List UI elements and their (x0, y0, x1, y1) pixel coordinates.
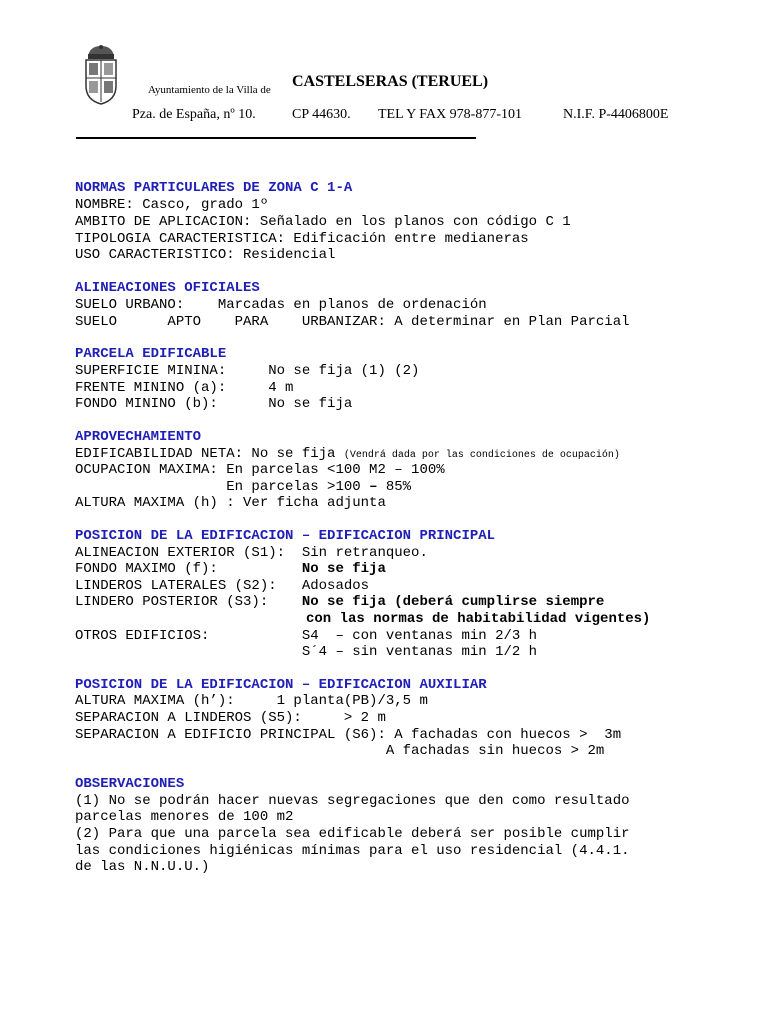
letterhead-prefix: Ayuntamiento de la Villa de (148, 84, 271, 96)
letterhead-address: Pza. de España, nº 10. (132, 107, 256, 122)
letterhead-nif: N.I.F. P-4406800E (563, 107, 669, 122)
lindero-posterior-value: No se fija (deberá cumplirse siempre (301, 594, 605, 610)
text-line: ALINEACION EXTERIOR (S1): Sin retranqueo. (75, 545, 428, 561)
fondo-maximo-label: FONDO MAXIMO (f): (75, 561, 302, 577)
fondo-maximo-value: No se fija (301, 561, 386, 577)
ocupacion-text: En parcelas >100 (75, 479, 370, 495)
letterhead-tel: TEL Y FAX 978-877-101 (378, 107, 522, 122)
edificabilidad-text: EDIFICABILIDAD NETA: No se fija (75, 446, 344, 462)
text-line: SEPARACION A EDIFICIO PRINCIPAL (S6): A fachadas con huecos > 3m (75, 727, 622, 743)
text-line: NOMBRE: Casco, grado 1º (75, 197, 269, 213)
section-heading-alineaciones: ALINEACIONES OFICIALES (75, 280, 260, 296)
edificabilidad-line (75, 446, 620, 462)
section-heading-normas: NORMAS PARTICULARES DE ZONA C 1-A (75, 180, 353, 196)
text-line: SUELO APTO PARA URBANIZAR: A determinar en Plan Parcial (75, 314, 630, 330)
section-heading-principal: POSICION DE LA EDIFICACION – EDIFICACION PRINCIPAL (75, 528, 496, 544)
text-line: LINDEROS LATERALES (S2): Adosados (75, 578, 370, 594)
lindero-posterior-line (75, 594, 604, 610)
text-line: S´4 – sin ventanas min 1/2 h (75, 644, 538, 660)
section-heading-observaciones: OBSERVACIONES (75, 776, 185, 792)
text-line: TIPOLOGIA CARACTERISTICA: Edificación entre medianeras (75, 231, 529, 247)
text-line: FONDO MININO (b): No se fija (75, 396, 353, 412)
letterhead-cp: CP 44630. (292, 107, 351, 122)
ocupacion-value: 85% (377, 479, 412, 495)
text-line: SUELO URBANO: Marcadas en planos de ordenación (75, 297, 487, 313)
section-heading-auxiliar: POSICION DE LA EDIFICACION – EDIFICACION AUXILIAR (75, 677, 487, 693)
text-line: FRENTE MININO (a): 4 m (75, 380, 294, 396)
lindero-posterior-label: LINDERO POSTERIOR (S3): (75, 594, 302, 610)
text-line: OCUPACION MAXIMA: En parcelas <100 M2 – 100% (75, 462, 445, 478)
edificabilidad-note: (Vendrá dada por las condiciones de ocupación) (343, 450, 620, 461)
coat-of-arms-icon (82, 44, 120, 106)
text-line: USO CARACTERISTICO: Residencial (75, 247, 336, 263)
text-line: SUPERFICIE MININA: No se fija (1) (2) (75, 363, 420, 379)
letterhead-town: CASTELSERAS (TERUEL) (292, 73, 489, 90)
text-line: las condiciones higiénicas mínimas para el uso residencial (4.4.1. (75, 843, 630, 859)
section-heading-aprovechamiento: APROVECHAMIENTO (75, 429, 202, 445)
ocupacion-dash: – (369, 479, 378, 495)
text-line: SEPARACION A LINDEROS (S5): > 2 m (75, 710, 386, 726)
section-heading-parcela: PARCELA EDIFICABLE (75, 346, 227, 362)
lindero-posterior-cont: con las normas de habitabilidad vigentes) (306, 611, 651, 627)
header-divider (76, 137, 476, 139)
text-line: de las N.N.U.U.) (75, 859, 210, 875)
text-line: ALTURA MAXIMA (h’): 1 planta(PB)/3,5 m (75, 693, 428, 709)
text-line: (2) Para que una parcela sea edificable deberá ser posible cumplir (75, 826, 630, 842)
text-line: AMBITO DE APLICACION: Señalado en los planos con código C 1 (75, 214, 571, 230)
text-line: OTROS EDIFICIOS: S4 – con ventanas min 2/3 h (75, 628, 538, 644)
fondo-maximo-line (75, 561, 386, 577)
text-line: ALTURA MAXIMA (h) : Ver ficha adjunta (75, 495, 386, 511)
text-line: parcelas menores de 100 m2 (75, 809, 294, 825)
text-line: (1) No se podrán hacer nuevas segregaciones que den como resultado (75, 793, 630, 809)
text-line: A fachadas sin huecos > 2m (75, 743, 605, 759)
ocupacion-line-2 (75, 479, 411, 495)
